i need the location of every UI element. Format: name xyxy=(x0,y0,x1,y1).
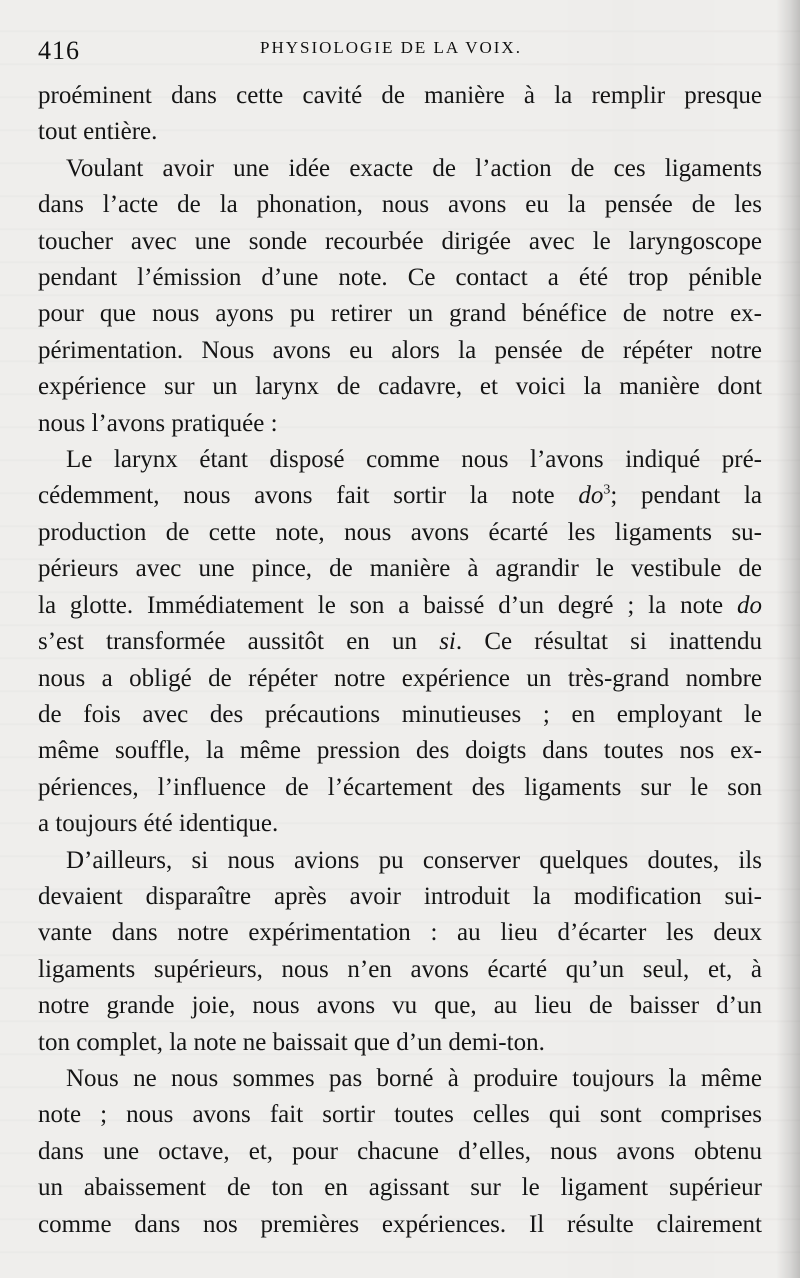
text-line: ligaments supérieurs, nous n’en avons écarté qu’un seul, et, à xyxy=(38,955,762,983)
text-line: notre grande joie, nous avons vu que, au lieu de baisser d’un xyxy=(38,992,762,1020)
paragraph-2 xyxy=(38,151,762,442)
text-line xyxy=(38,478,762,514)
text-line: proéminent dans cette cavité de manière à la remplir presque xyxy=(38,82,762,109)
text-line: Nous ne nous sommes pas borné à produire toujours la même xyxy=(66,1064,762,1092)
text-line: de fois avec des précautions minutieuses ; en employant le xyxy=(38,700,762,728)
paragraph-5 xyxy=(38,1061,762,1243)
text-line: note ; nous avons fait sortir toutes celles qui sont comprises xyxy=(38,1101,762,1129)
text-line: Voulant avoir une idée exacte de l’action de ces ligaments xyxy=(66,154,762,182)
text-line: Le larynx étant disposé comme nous l’avons indiqué pré- xyxy=(66,446,762,474)
page-edge-shadow xyxy=(776,0,800,1278)
text-line: D’ailleurs, si nous avions pu conserver quelques doutes, ils xyxy=(66,846,762,874)
text-line: nous a obligé de répéter notre expérience un très-grand nombre xyxy=(38,664,762,692)
text-line: dans une octave, et, pour chacune d’elles, nous avons obtenu xyxy=(38,1137,762,1165)
paragraph-3 xyxy=(38,442,762,842)
text-line: expérience sur un larynx de cadavre, et voici la manière dont xyxy=(38,373,762,401)
text-fragment: . Ce résultat si inattendu xyxy=(455,628,762,656)
text-line: a toujours été identique. xyxy=(38,810,279,838)
text-line: périeurs avec une pince, de manière à agrandir le vestibule de xyxy=(38,555,762,583)
running-title: PHYSIOLOGIE DE LA VOIX. xyxy=(260,38,522,57)
text-line: dans l’acte de la phonation, nous avons eu la pensée de les xyxy=(38,191,762,219)
text-line: devaient disparaître après avoir introduit la modification sui- xyxy=(38,882,762,910)
text-line xyxy=(38,624,762,660)
text-line: production de cette note, nous avons écarté les ligaments su- xyxy=(38,518,762,546)
text-line: tout entière. xyxy=(38,118,158,146)
text-line: comme dans nos premières expériences. Il résulte clairement xyxy=(38,1210,762,1238)
text-line: ton complet, la note ne baissait que d’un demi-ton. xyxy=(38,1028,545,1056)
page-number: 416 xyxy=(38,36,80,65)
note-name: si xyxy=(439,628,456,656)
text-line: vante dans notre expérimentation : au lieu d’écarter les deux xyxy=(38,919,762,947)
text-line: périmentation. Nous avons eu alors la pensée de répéter notre xyxy=(38,336,762,364)
text-line xyxy=(38,588,762,624)
text-line: un abaissement de ton en agissant sur le ligament supérieur xyxy=(38,1174,762,1202)
text-line: périences, l’influence de l’écartement des ligaments sur le son xyxy=(38,773,762,801)
text-fragment: ; pendant la xyxy=(610,482,762,510)
text-fragment: s’est transformée aussitôt en un xyxy=(38,628,440,656)
page-header xyxy=(38,30,760,70)
text-line: même souffle, la même pression des doigts dans toutes nos ex- xyxy=(38,737,762,765)
text-line: pour que nous ayons pu retirer un grand bénéfice de notre ex- xyxy=(38,300,762,328)
text-line: nous l’avons pratiquée : xyxy=(38,409,278,437)
text-fragment: cédemment, nous avons fait sortir la note xyxy=(38,482,579,510)
text-line: pendant l’émission d’une note. Ce contact a été trop pénible xyxy=(38,264,762,292)
body-text xyxy=(38,78,762,1243)
octave-superscript: 3 xyxy=(603,483,611,499)
paragraph-4 xyxy=(38,843,762,1061)
note-name: do xyxy=(737,591,762,619)
paragraph-1 xyxy=(38,78,762,151)
text-line: toucher avec une sonde recourbée dirigée avec le laryngoscope xyxy=(38,227,762,255)
text-fragment: la glotte. Immédiatement le son a baissé d’un degré ; la note xyxy=(38,591,737,619)
note-name: do xyxy=(578,482,604,510)
